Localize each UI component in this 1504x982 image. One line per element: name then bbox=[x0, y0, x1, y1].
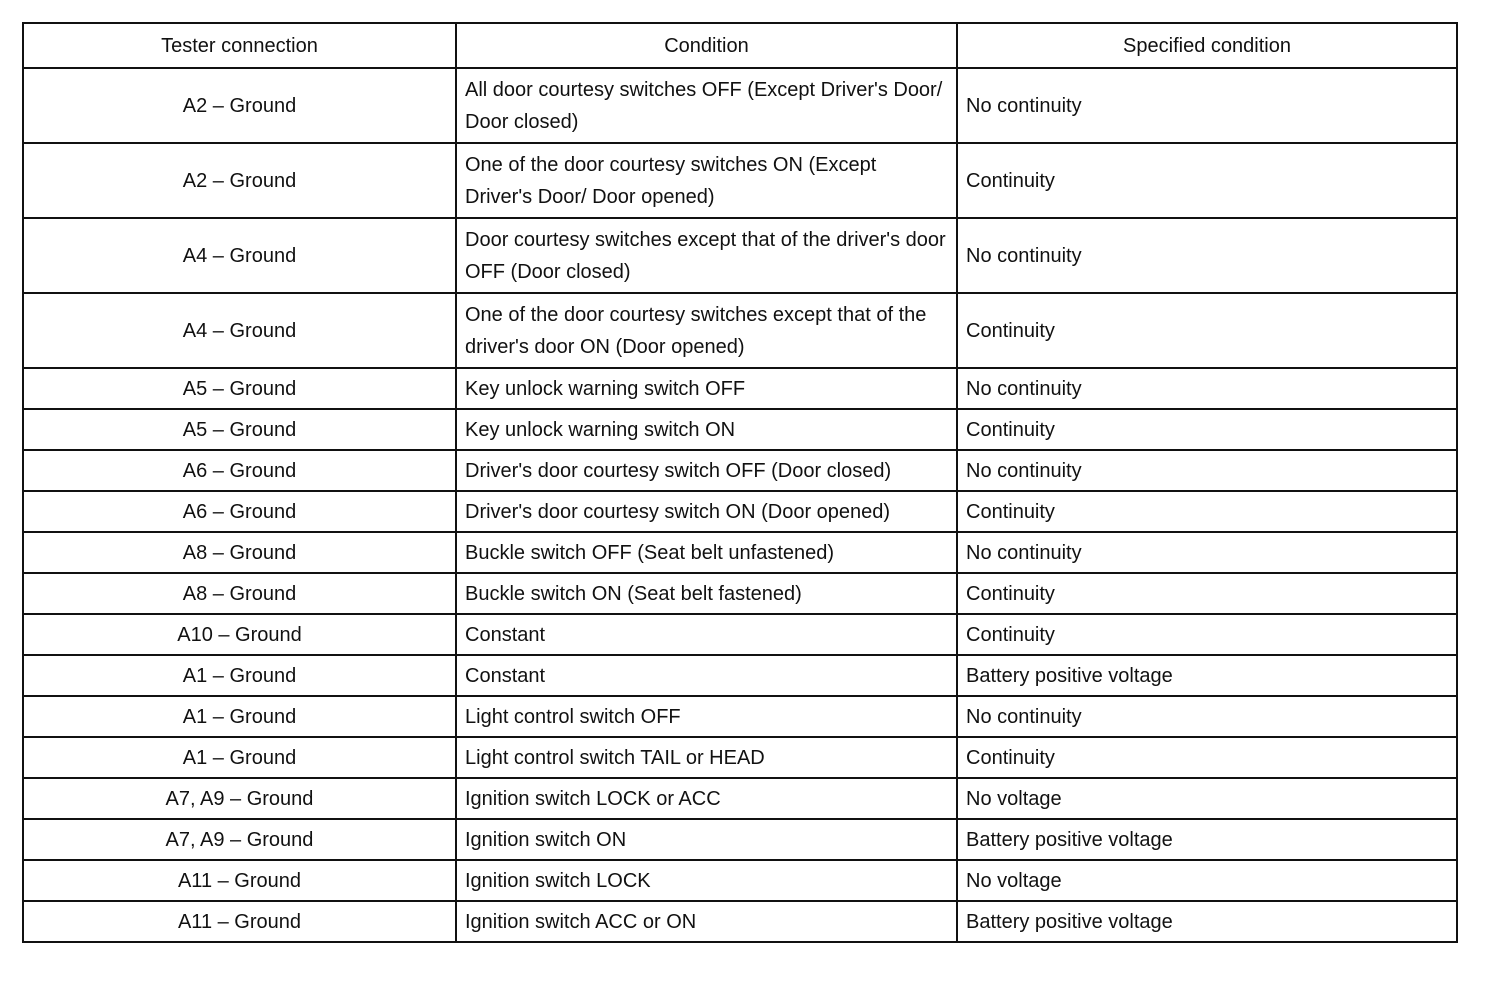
specified-condition-cell: No continuity bbox=[957, 450, 1457, 491]
specified-condition-cell: Continuity bbox=[957, 737, 1457, 778]
condition-cell: Key unlock warning switch OFF bbox=[456, 368, 957, 409]
tester-connection-cell: A4 – Ground bbox=[23, 293, 456, 368]
table-row bbox=[23, 860, 1457, 901]
condition-cell: Key unlock warning switch ON bbox=[456, 409, 957, 450]
specified-condition-cell: Continuity bbox=[957, 409, 1457, 450]
specified-condition-cell: Battery positive voltage bbox=[957, 819, 1457, 860]
condition-cell: Driver's door courtesy switch OFF (Door closed) bbox=[456, 450, 957, 491]
table-row bbox=[23, 143, 1457, 218]
specified-condition-cell: Continuity bbox=[957, 573, 1457, 614]
table-row bbox=[23, 293, 1457, 368]
table-row bbox=[23, 450, 1457, 491]
table-row bbox=[23, 532, 1457, 573]
tester-connection-cell: A5 – Ground bbox=[23, 368, 456, 409]
table-row bbox=[23, 819, 1457, 860]
table-row bbox=[23, 368, 1457, 409]
tester-connection-cell: A11 – Ground bbox=[23, 860, 456, 901]
table-row bbox=[23, 655, 1457, 696]
tester-connection-cell: A7, A9 – Ground bbox=[23, 778, 456, 819]
header-tester-connection: Tester connection bbox=[23, 23, 456, 68]
tester-connection-cell: A5 – Ground bbox=[23, 409, 456, 450]
tester-connection-cell: A2 – Ground bbox=[23, 68, 456, 143]
tester-connection-cell: A1 – Ground bbox=[23, 737, 456, 778]
tester-connection-cell: A11 – Ground bbox=[23, 901, 456, 942]
specified-condition-cell: Continuity bbox=[957, 143, 1457, 218]
specified-condition-cell: Continuity bbox=[957, 491, 1457, 532]
header-specified-condition: Specified condition bbox=[957, 23, 1457, 68]
specified-condition-cell: Battery positive voltage bbox=[957, 901, 1457, 942]
specified-condition-cell: No continuity bbox=[957, 532, 1457, 573]
table-row bbox=[23, 614, 1457, 655]
condition-cell: Driver's door courtesy switch ON (Door opened) bbox=[456, 491, 957, 532]
tester-connection-cell: A4 – Ground bbox=[23, 218, 456, 293]
specified-condition-cell: No continuity bbox=[957, 696, 1457, 737]
tester-connection-cell: A1 – Ground bbox=[23, 696, 456, 737]
condition-cell: Buckle switch ON (Seat belt fastened) bbox=[456, 573, 957, 614]
condition-cell: One of the door courtesy switches ON (Except Driver's Door/ Door opened) bbox=[456, 143, 957, 218]
condition-cell: Constant bbox=[456, 655, 957, 696]
table-row bbox=[23, 901, 1457, 942]
condition-cell: Ignition switch LOCK bbox=[456, 860, 957, 901]
table-row bbox=[23, 778, 1457, 819]
condition-cell: Buckle switch OFF (Seat belt unfastened) bbox=[456, 532, 957, 573]
tester-connection-cell: A6 – Ground bbox=[23, 491, 456, 532]
table-row bbox=[23, 573, 1457, 614]
specified-condition-cell: Continuity bbox=[957, 614, 1457, 655]
table-row bbox=[23, 696, 1457, 737]
tester-connection-cell: A7, A9 – Ground bbox=[23, 819, 456, 860]
specified-condition-cell: No continuity bbox=[957, 218, 1457, 293]
condition-cell: Ignition switch LOCK or ACC bbox=[456, 778, 957, 819]
condition-cell: Ignition switch ON bbox=[456, 819, 957, 860]
tester-connection-cell: A10 – Ground bbox=[23, 614, 456, 655]
header-condition: Condition bbox=[456, 23, 957, 68]
tester-connection-table bbox=[22, 22, 1458, 943]
specified-condition-cell: No continuity bbox=[957, 68, 1457, 143]
table-row bbox=[23, 409, 1457, 450]
table-row bbox=[23, 68, 1457, 143]
condition-cell: One of the door courtesy switches except that of the driver's door ON (Door opened) bbox=[456, 293, 957, 368]
table-row bbox=[23, 218, 1457, 293]
specified-condition-cell: Battery positive voltage bbox=[957, 655, 1457, 696]
tester-connection-cell: A6 – Ground bbox=[23, 450, 456, 491]
condition-cell: Door courtesy switches except that of the driver's door OFF (Door closed) bbox=[456, 218, 957, 293]
tester-connection-cell: A8 – Ground bbox=[23, 573, 456, 614]
specified-condition-cell: No continuity bbox=[957, 368, 1457, 409]
specified-condition-cell: No voltage bbox=[957, 778, 1457, 819]
specified-condition-cell: Continuity bbox=[957, 293, 1457, 368]
tester-connection-cell: A8 – Ground bbox=[23, 532, 456, 573]
condition-cell: Ignition switch ACC or ON bbox=[456, 901, 957, 942]
condition-cell: Light control switch TAIL or HEAD bbox=[456, 737, 957, 778]
condition-cell: All door courtesy switches OFF (Except Driver's Door/ Door closed) bbox=[456, 68, 957, 143]
table-header-row bbox=[23, 23, 1457, 68]
condition-cell: Constant bbox=[456, 614, 957, 655]
specified-condition-cell: No voltage bbox=[957, 860, 1457, 901]
table-row bbox=[23, 491, 1457, 532]
table-row bbox=[23, 737, 1457, 778]
tester-connection-cell: A2 – Ground bbox=[23, 143, 456, 218]
condition-cell: Light control switch OFF bbox=[456, 696, 957, 737]
tester-connection-cell: A1 – Ground bbox=[23, 655, 456, 696]
